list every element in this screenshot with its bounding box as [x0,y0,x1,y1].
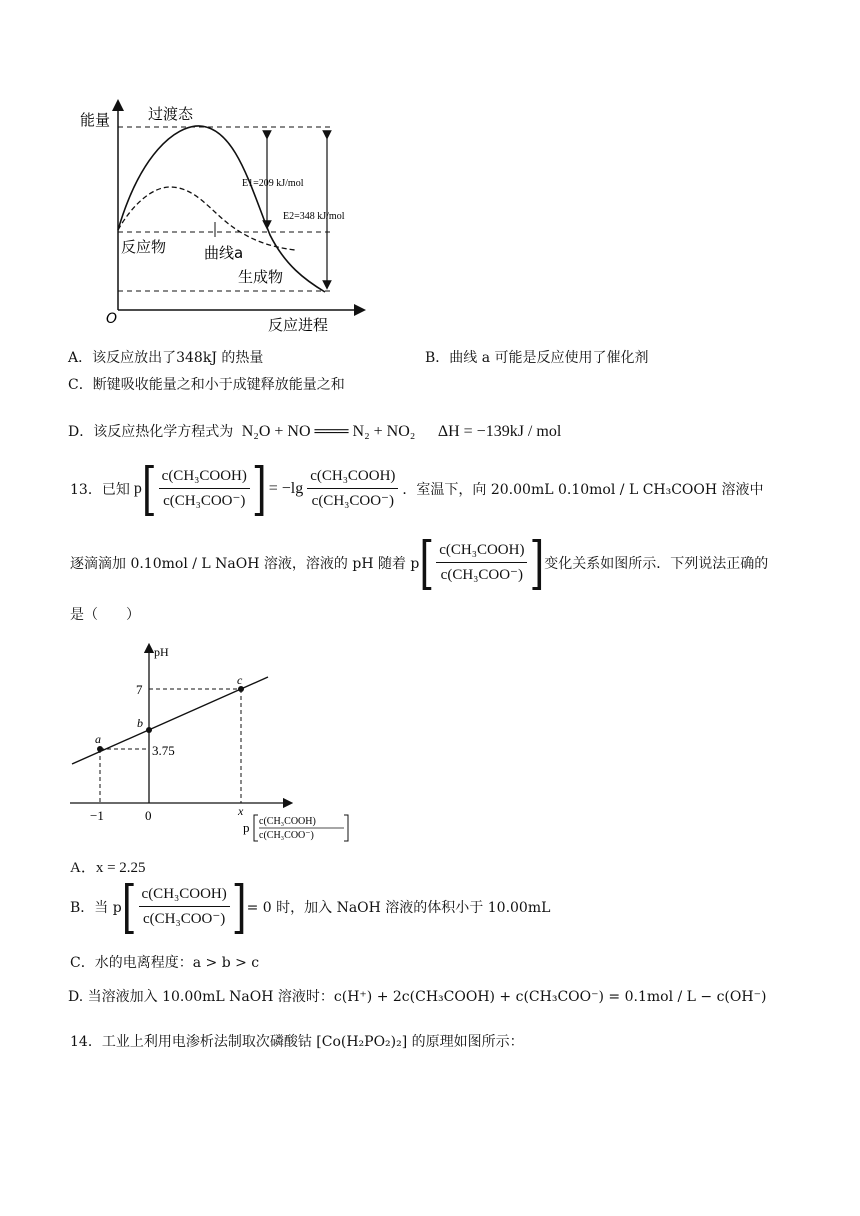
e2-label: E2=348 kJ/mol [283,211,345,222]
q13-option-c: C．水的电离程度：a > b > c [70,955,260,971]
q13-frac2-num: c(CH₃COOH) [307,466,398,489]
tick-m1: −1 [90,808,104,823]
reactant-label: 反应物 [121,238,167,256]
label-c: c [237,673,243,687]
q13-option-d: D. 当溶液加入 10.00mL NaOH 溶液时：c(H⁺) + 2c(CH₃COOH) + c(CH₃COO⁻) = 0.1mol / L − c(OH⁻) [68,989,767,1005]
ph-plot [60,640,370,850]
q13-frac2-den: c(CH₃COO⁻) [311,493,394,509]
energy-diagram [70,95,380,340]
tick-0: 0 [145,808,152,823]
q13-frac-num: c(CH₃COOH) [159,466,250,489]
q13-option-b-den: c(CH₃COO⁻) [142,911,226,927]
q13-number: 13．已知 [70,481,130,498]
q13-eq-mid: = −lg [268,479,304,497]
x-axis-label: 反应进程 [268,316,329,334]
main-curve [118,126,325,292]
tick-375: 3.75 [152,743,175,758]
q13-line2-b: 变化关系如图所示．下列说法正确的 [544,555,769,572]
q12-option-d-equation: N₂O + NO ═══ N₂ + NO₂ [241,423,416,440]
q12-option-d [68,421,561,441]
q14-stem: 14．工业上利用电渗析法制取次磷酸钴 [Co(H₂PO₂)₂] 的原理如图所示： [70,1034,524,1050]
q13-intro-tail: ．室温下，向 20.00mL 0.10mol / L CH₃COOH 溶液中 [402,481,764,498]
q13-line2-frac-num: c(CH₃COOH) [436,540,527,563]
xlabel-num: c(CH₃COOH) [259,816,316,827]
q13-stem-line1: 13．已知 p [ $\frac{\text{c(CH₃COOH)}}{\text{c(CH₃COO⁻)}}$ ] = −lg $\frac{\text{c(CH₃COOH)}}{\text{c(CH₃COO⁻)}}$ ．室温下，向 20.00mL 0.10mol / L CH₃COOH 溶液中 [70,455,764,522]
xlabel-bracket-left [254,815,258,841]
q13-p: p [133,479,142,497]
xlabel-bracket-right [344,815,348,841]
product-label: 生成物 [238,268,284,286]
q12-option-a: A．该反应放出了348kJ 的热量 [68,350,264,366]
q13-line2-a: 逐滴滴加 0.10mol / L NaOH 溶液，溶液的 pH 随着 p [70,555,420,572]
q13-stem-line2: 逐滴滴加 0.10mol / L NaOH 溶液，溶液的 pH 随着 p [ $\frac{\text{c(CH₃COOH)}}{\text{c(CH₃COO⁻)}}$ ] 变化关系如图所示．下列说法正确的 [70,529,769,596]
q13-option-b-prefix: B．当 p [70,899,122,916]
q13-line2-frac-den: c(CH₃COO⁻) [440,567,523,583]
q13-option-b-tail: = 0 时，加入 NaOH 溶液的体积小于 10.00mL [246,899,551,916]
xlabel-p: p [243,820,250,835]
q12-option-d-dh: ΔH = −139kJ / mol [437,423,562,440]
q12-option-d-prefix: D．该反应热化学方程式为 [68,424,234,440]
q12-option-c: C．断键吸收能量之和小于成键释放能量之和 [68,377,345,393]
label-a: a [95,732,101,746]
point-a [97,746,103,752]
tick-x: x [238,804,244,818]
tick-7: 7 [136,682,143,697]
xlabel-den: c(CH₃COO⁻) [259,830,314,841]
ph-y-label: pH [154,645,169,659]
q13-stem-line3: 是（ ） [70,607,140,623]
q12-option-b: B．曲线 a 可能是反应使用了催化剂 [425,350,649,366]
transition-state-label: 过渡态 [148,105,194,123]
curve-a-label: 曲线a [204,244,244,262]
point-b [146,727,152,733]
q13-option-b: B．当 p [ $\frac{\text{c(CH₃COOH)}}{\text{c(CH₃COO⁻)}}$ ] = 0 时，加入 NaOH 溶液的体积小于 10.00mL [70,873,551,940]
label-b: b [137,716,143,730]
y-axis-label: 能量 [80,111,111,129]
e1-label: E1=209 kJ/mol [242,178,304,189]
q13-option-a: A．x = 2.25 [70,860,146,876]
q13-frac-den: c(CH₃COO⁻) [163,493,246,509]
origin-label: O [106,311,118,327]
q13-option-b-num: c(CH₃COOH) [139,884,230,907]
